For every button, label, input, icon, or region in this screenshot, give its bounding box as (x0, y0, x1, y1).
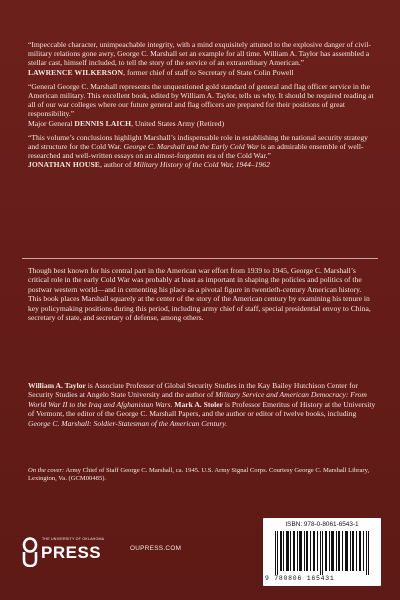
cover-credit-label: On the cover: (28, 467, 65, 474)
editor-bios (28, 381, 376, 428)
section-divider (22, 258, 378, 259)
blurb-house (28, 133, 376, 170)
bio-stoler-book: George C. Marshall: Soldier-Statesman of the American Century. (28, 418, 228, 428)
blurb-quote: “Impeccable character, unimpeachable integrity, with a mind exquisitely attuned to the explosive danger of civil-military relations gone awry, George C. Marshall set an example for all time. William A. Taylor has assembled a stellar cast, himself included, to tell the story of the service of an extraordinary American.” (28, 40, 371, 68)
blurb-attribution (28, 68, 376, 77)
blurb-author-prefix: Major General (28, 118, 75, 128)
blurb-author-name: JONATHAN HOUSE (28, 160, 100, 170)
blurbs-section (28, 40, 376, 175)
barcode-panel (263, 518, 381, 586)
bio-taylor-name: William A. Taylor (28, 381, 86, 390)
blurb-author-role: , author of (99, 160, 134, 170)
blurb-author-name: DENNIS LAICH (74, 118, 132, 128)
barcode-digits: 9 780806 165431 (265, 575, 335, 582)
blurb-quote-part: “This volume’s conclusions highlight Marshall’s indispensable role in establishing the national security strategy and structure for the Cold War. (28, 132, 368, 152)
blurb-quote-part: is an admirable ensemble of well-researched and well-written essays on an almost-forgotten era of the Cold War.” (28, 142, 364, 161)
cover-credit-text: Army Chief of Staff George C. Marshall, ca. 1945. U.S. Army Signal Corps. Courtesy George C. Marshall Library, Lexington, Va. (GCM00485). (28, 467, 370, 483)
publisher-website: OUPRESS.COM (130, 545, 182, 552)
publisher-press-name: PRESS (41, 543, 102, 562)
blurb-author-book: Military History of the Cold War, 1944–1962 (133, 160, 270, 170)
bio-taylor-book: Military Service and American Democracy: From World War II to the Iraq and Afghanistan Wars. (28, 390, 367, 409)
barcode-icon (273, 531, 373, 575)
blurb-author-role: , former chief of staff to Secretary of State Colin Powell (123, 67, 294, 77)
blurb-author-name: LAWRENCE WILKERSON (28, 67, 124, 77)
bio-taylor-text: is Associate Professor of Global Security Studies in the Kay Bailey Hutchison Center for Security Studies at Angelo State University and the author of (28, 381, 358, 400)
blurb-attribution (28, 160, 376, 169)
blurb-laich (28, 82, 376, 128)
blurb-wilkerson (28, 40, 376, 77)
blurb-attribution (28, 119, 376, 128)
isbn-label: ISBN: 978-0-8061-6543-1 (285, 521, 359, 528)
publisher-logo (22, 535, 114, 573)
blurb-quote-book-title: George C. Marshall and the Early Cold War (123, 142, 259, 152)
blurb-quote (28, 133, 376, 161)
cover-credit (28, 467, 376, 483)
ou-monogram-icon (22, 537, 38, 567)
publisher-university-name: THE UNIVERSITY OF OKLAHOMA (42, 537, 105, 541)
bio-stoler-name: Mark A. Stoler (174, 399, 223, 409)
blurb-quote: “General George C. Marshall represents the unquestioned gold standard of general and flag officer service in the American military. This excellent book, edited by William A. Taylor, tells us why. It should be required reading at all of our war colleges where our future general and flag officers are prepared for their positions of great responsibility.” (28, 81, 374, 119)
blurb-author-role: , United States Army (Retired) (131, 118, 225, 128)
bio-stoler-text: is Professor Emeritus of History at the University of Vermont, the editor of the George C. Marshall Papers, and the author or editor of twelve books, including (28, 399, 376, 419)
book-description: Though best known for his central part in the American war effort from 1939 to 1945, George C. Marshall’s critical role in the early Cold War was probably at least as important in shaping the policies and politics of the postwar western world—and in cementing his place as a pivotal figure in twentieth-century American history. This book places Marshall squarely at the center of the story of the American century by examining his tenure in key policymaking positions during this period, including army chief of staff, special presidential envoy to China, secretary of state, and secretary of defense, among others. (28, 266, 371, 323)
